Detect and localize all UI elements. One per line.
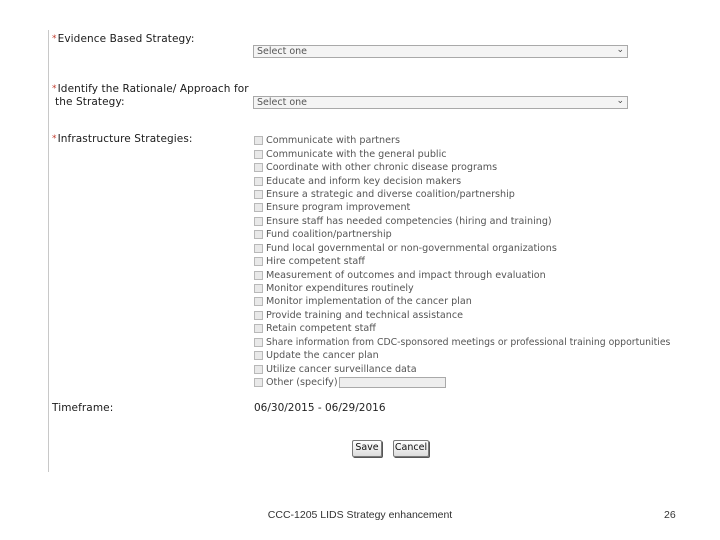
- required-marker: *: [52, 84, 57, 94]
- checkbox-item[interactable]: Communicate with the general public: [254, 147, 670, 160]
- checkbox[interactable]: [254, 378, 263, 387]
- timeframe-value: 06/30/2015 - 06/29/2016: [254, 402, 386, 414]
- checkbox[interactable]: [254, 257, 263, 266]
- checkbox[interactable]: [254, 136, 263, 145]
- checkbox[interactable]: [254, 311, 263, 320]
- checkbox[interactable]: [254, 365, 263, 374]
- checkbox[interactable]: [254, 177, 263, 186]
- checkbox-item[interactable]: Ensure program improvement: [254, 201, 670, 214]
- form-left-border: [48, 30, 49, 472]
- checkbox[interactable]: [254, 324, 263, 333]
- infrastructure-strategies-label: *Infrastructure Strategies:: [52, 133, 193, 145]
- checkbox-item[interactable]: Educate and inform key decision makers: [254, 174, 670, 187]
- chevron-down-icon: ⌄: [616, 96, 624, 106]
- required-marker: *: [52, 134, 57, 144]
- checkbox-item[interactable]: Share information from CDC-sponsored meetings or professional training opportunities: [254, 336, 670, 349]
- rationale-select[interactable]: Select one ⌄: [253, 96, 628, 109]
- checkbox[interactable]: [254, 338, 263, 347]
- checkbox-item-other[interactable]: Other (specify): [254, 376, 670, 389]
- checkbox[interactable]: [254, 230, 263, 239]
- checkbox[interactable]: [254, 217, 263, 226]
- checkbox[interactable]: [254, 284, 263, 293]
- checkbox[interactable]: [254, 150, 263, 159]
- checkbox[interactable]: [254, 190, 263, 199]
- other-specify-input[interactable]: [339, 377, 446, 388]
- evidence-strategy-select[interactable]: Select one ⌄: [253, 45, 628, 58]
- cancel-button[interactable]: Cancel: [393, 440, 429, 457]
- checkbox-item[interactable]: Ensure staff has needed competencies (hiring and training): [254, 215, 670, 228]
- infrastructure-checkbox-list: [254, 134, 670, 389]
- checkbox-item[interactable]: Provide training and technical assistance: [254, 309, 670, 322]
- checkbox-item[interactable]: Measurement of outcomes and impact through evaluation: [254, 268, 670, 281]
- checkbox-item[interactable]: Communicate with partners: [254, 134, 670, 147]
- checkbox-item[interactable]: Fund coalition/partnership: [254, 228, 670, 241]
- page-number: 26: [664, 509, 676, 521]
- checkbox-item[interactable]: Hire competent staff: [254, 255, 670, 268]
- save-button[interactable]: Save: [352, 440, 382, 457]
- timeframe-label: Timeframe:: [52, 402, 114, 414]
- checkbox-item[interactable]: Monitor implementation of the cancer plan: [254, 295, 670, 308]
- checkbox-item[interactable]: Update the cancer plan: [254, 349, 670, 362]
- checkbox[interactable]: [254, 163, 263, 172]
- checkbox-item[interactable]: Utilize cancer surveillance data: [254, 362, 670, 375]
- required-marker: *: [52, 34, 57, 44]
- rationale-label: *Identify the Rationale/ Approach for the Strategy:: [52, 83, 249, 108]
- checkbox[interactable]: [254, 297, 263, 306]
- checkbox-item[interactable]: Monitor expenditures routinely: [254, 282, 670, 295]
- checkbox-item[interactable]: Coordinate with other chronic disease programs: [254, 161, 670, 174]
- evidence-strategy-label: *Evidence Based Strategy:: [52, 33, 195, 45]
- checkbox[interactable]: [254, 351, 263, 360]
- checkbox-item[interactable]: Ensure a strategic and diverse coalition/partnership: [254, 188, 670, 201]
- checkbox[interactable]: [254, 271, 263, 280]
- checkbox[interactable]: [254, 244, 263, 253]
- checkbox-item[interactable]: Fund local governmental or non-governmental organizations: [254, 242, 670, 255]
- checkbox[interactable]: [254, 203, 263, 212]
- checkbox-item[interactable]: Retain competent staff: [254, 322, 670, 335]
- chevron-down-icon: ⌄: [616, 45, 624, 55]
- slide-footer: CCC-1205 LIDS Strategy enhancement: [267, 509, 453, 521]
